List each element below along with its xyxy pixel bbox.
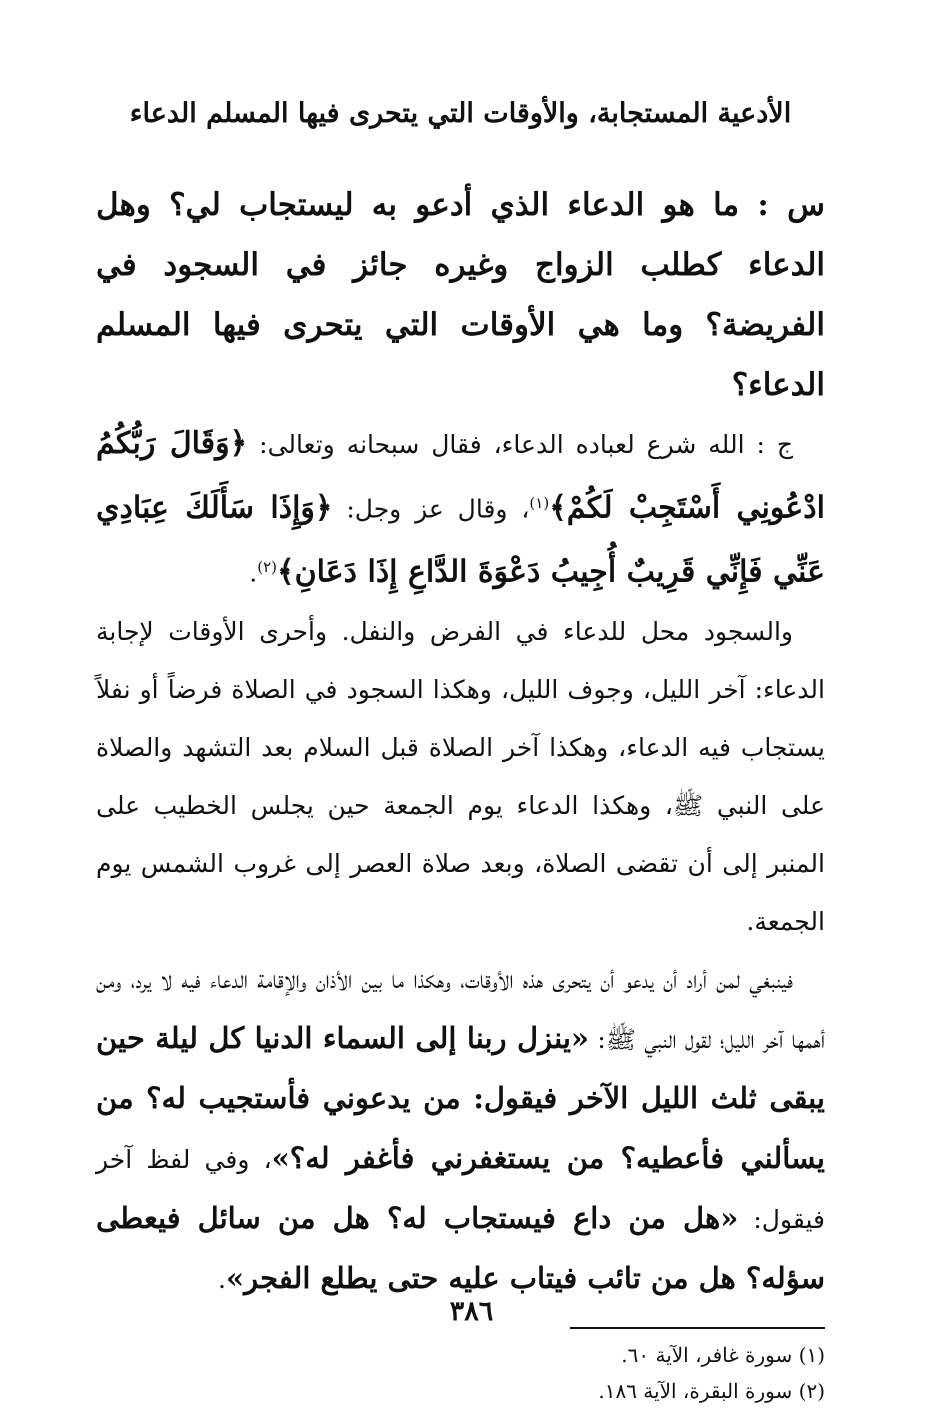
question-text: س : ما هو الدعاء الذي أدعو به ليستجاب لي؟ وهل الدعاء كطلب الزواج وغيره جائز في السجود في الفريضة؟ وما هي الأوقات التي يتحرى فيها المسلم الدعاء؟ [96, 187, 825, 404]
hadith-intro: فينبغي لمن أراد أن يدعو أن يتحرى هذه الأوقات، وهكذا ما بين الأذان والإقامة الدعاء فيه لا يرد، ومن أهمها آخر الليل؛ لقول النبي ﷺ: [96, 964, 826, 1054]
footnote-1: (١) سورة غافر، الآية ٦٠. [621, 1342, 825, 1367]
hadith-end: . [218, 1264, 226, 1294]
footnote-2: (٢) سورة البقرة، الآية ١٨٦. [598, 1378, 825, 1403]
footnote-divider [570, 1327, 825, 1329]
page-header-title: الأدعية المستجابة، والأوقات التي يتحرى فيها المسلم الدعاء [129, 98, 792, 129]
footnote-ref-1: (١) [529, 494, 550, 513]
hadith-paragraph [96, 951, 825, 1309]
footnote-ref-2: (٢) [257, 558, 278, 577]
answer-mid: ، وقال عز وجل: [332, 494, 530, 524]
answer-end: . [249, 558, 258, 588]
prayer-times-paragraph: والسجود محل للدعاء في الفرض والنفل. وأحرى الأوقات لإجابة الدعاء: آخر الليل، وجوف الليل، وهكذا السجود في الصلاة فرضاً أو نفلاً يستجاب فيه الدعاء، وهكذا آخر الصلاة قبل السلام بعد التشهد والصلاة على النبي ﷺ، وهكذا الدعاء يوم الجمعة حين يجلس الخطيب على المنبر إلى أن تقضى الصلاة، وبعد صلاة العصر إلى غروب الشمس يوم الجمعة. [96, 616, 825, 936]
hadith-quote-1: «ينزل ربنا إلى السماء الدنيا كل ليلة حين يبقى ثلث الليل الآخر فيقول: من يدعوني فأستجيب له؟ من يسألني فأعطيه؟ من يستغفرني فأغفر له؟» [96, 1020, 825, 1175]
answer-paragraph [96, 415, 825, 603]
answer-intro: ج : الله شرع لعباده الدعاء، فقال سبحانه وتعالى: [247, 430, 793, 460]
hadith-mid: ، وفي لفظ آخر فيقول: [96, 1144, 826, 1234]
quran-verse-2: ﴿وَإِذَا سَأَلَكَ عِبَادِي عَنِّي فَإِنِّي قَرِيبٌ أُجِيبُ دَعْوَةَ الدَّاعِ إِذَا دَعَانِ﴾ [96, 490, 825, 590]
quran-verse-1: ﴿وَقَالَ رَبُّكُمُ ادْعُونِي أَسْتَجِبْ لَكُمْ﴾ [96, 426, 825, 526]
hadith-quote-2: «هل من داع فيستجاب له؟ هل من سائل فيعطى سؤله؟ هل من تائب فيتاب عليه حتى يطلع الفجر» [96, 1200, 825, 1295]
page-number: ٣٨٦ [449, 1296, 494, 1327]
